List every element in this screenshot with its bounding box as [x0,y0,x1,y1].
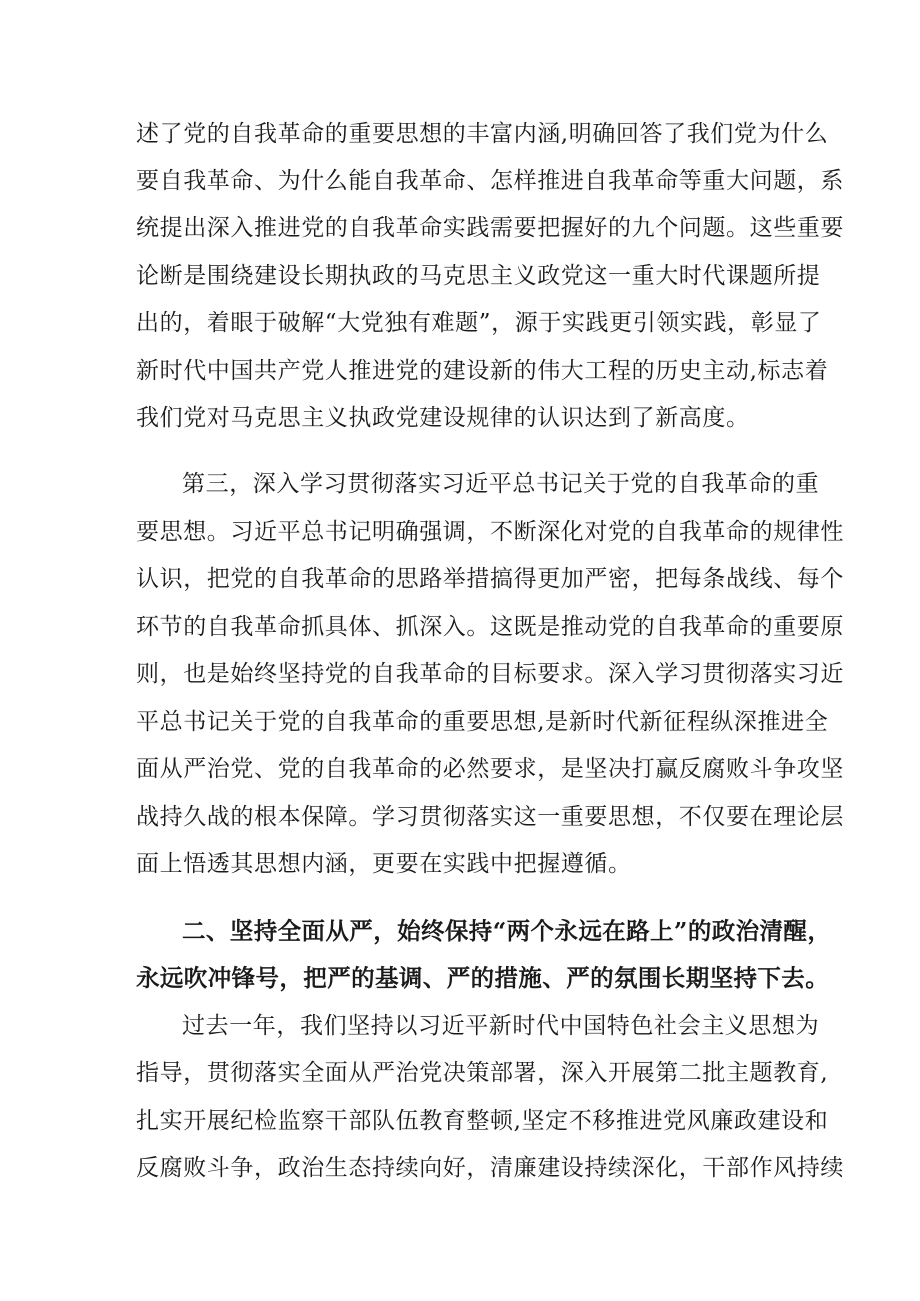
text-line: 认识，把党的自我革命的思路举措搞得更加严密，把每条战线、每个 [136,566,844,592]
text-line: 过去一年，我们坚持以习近平新时代中国特色社会主义思想为 [182,1013,820,1039]
text-line: 战持久战的根本保障。学习贯彻落实这一重要思想，不仅要在理论层 [136,804,844,830]
text-line: 出的，着眼于破解“大党独有难题”，源于实践更引领实践，彰显了 [136,310,822,336]
text-line: 我们党对马克思主义执政党建设规律的认识达到了新高度。 [136,405,750,431]
text-line: 指导，贯彻落实全面从严治党决策部署，深入开展第二批主题教育, [136,1060,829,1086]
text-line: 面从严治党、党的自我革命的必然要求，是坚决打赢反腐败斗争攻坚 [136,756,844,782]
text-line: 反腐败斗争，政治生态持续向好，清廉建设持续深化，干部作风持续 [136,1155,844,1181]
text-line: 扎实开展纪检监察干部队伍教育整顿,坚定不移推进党风廉政建设和 [136,1108,829,1134]
text-line: 环节的自我革命抓具体、抓深入。这既是推动党的自我革命的重要原 [136,614,844,640]
text-line: 论断是围绕建设长期执政的马克思主义政党这一重大时代课题所提 [136,263,821,289]
heading-line: 二、坚持全面从严，始终保持“两个永远在路上”的政治清醒， [182,917,832,945]
text-line: 要自我革命、为什么能自我革命、怎样推进自我革命等重大问题，系 [136,168,844,194]
text-line: 面上悟透其思想内涵，更要在实践中把握遵循。 [136,851,632,877]
text-line: 新时代中国共产党人推进党的建设新的伟大工程的历史主动,标志着 [136,358,829,384]
text-line: 述了党的自我革命的重要思想的丰富内涵,明确回答了我们党为什么 [136,121,829,147]
text-line: 统提出深入推进党的自我革命实践需要把握好的九个问题。这些重要 [136,215,844,241]
text-line: 则，也是始终坚持党的自我革命的目标要求。深入学习贯彻落实习近 [136,661,844,687]
text-line: 平总书记关于党的自我革命的重要思想,是新时代新征程纵深推进全 [136,709,829,735]
heading-line: 永远吹冲锋号，把严的基调、严的措施、严的氛围长期坚持下去。 [136,964,830,992]
text-line: 要思想。习近平总书记明确强调，不断深化对党的自我革命的规律性 [136,519,844,545]
text-line: 第三，深入学习贯彻落实习近平总书记关于党的自我革命的重 [182,471,820,497]
